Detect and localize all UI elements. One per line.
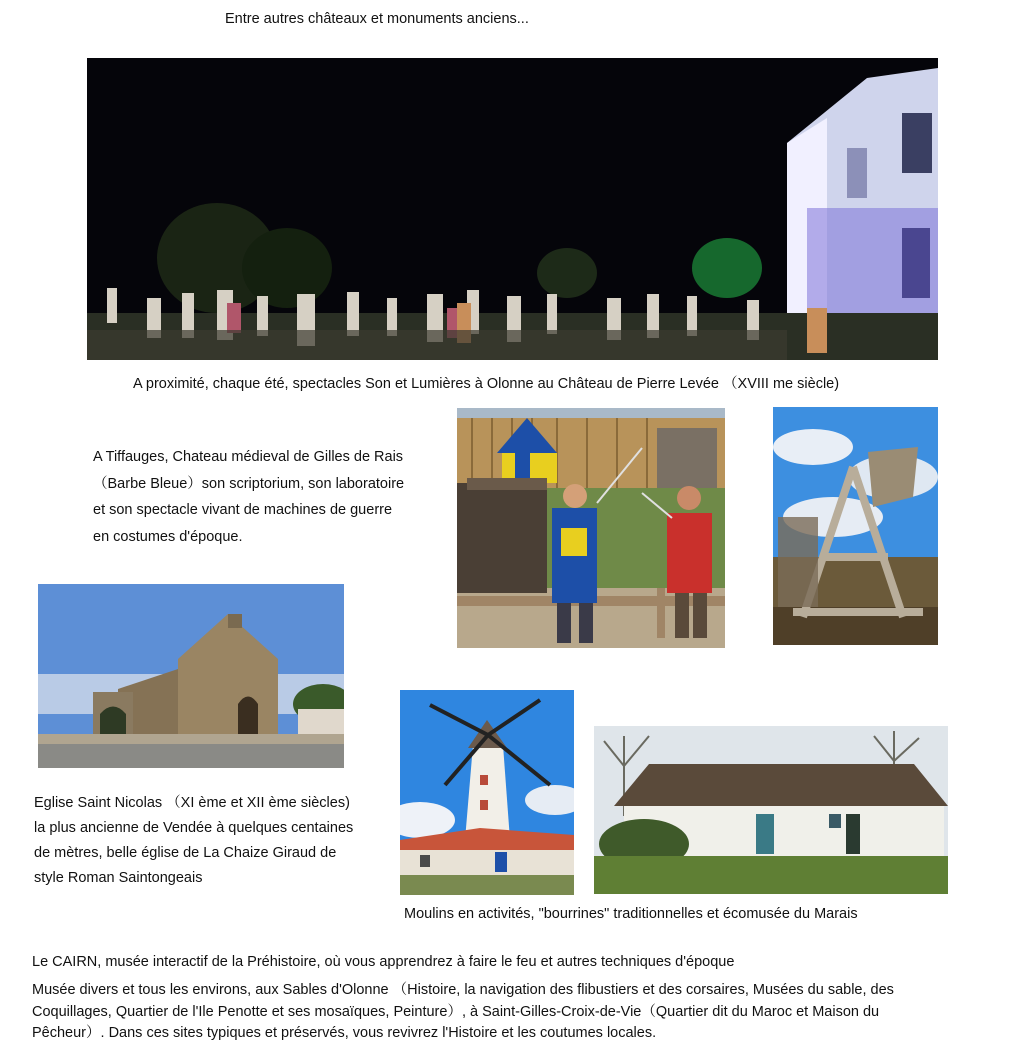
caption-line: style Roman Saintongeais <box>34 870 203 886</box>
caption-saint-nicolas <box>34 791 353 891</box>
photo-tiffauges-knights <box>457 408 725 648</box>
caption-line: la plus ancienne de Vendée à quelques centaines <box>34 820 354 836</box>
caption-tiffauges <box>93 444 404 550</box>
caption-line: et son spectacle vivant de machines de guerre <box>93 502 393 518</box>
caption-line: Pêcheur）. Dans ces sites typiques et préservés, vous revivrez l'Histoire et les coutumes locales. <box>32 1025 657 1041</box>
photo-bourrine <box>594 726 948 894</box>
caption-line: （Barbe Bleue）son scriptorium, son laboratoire <box>93 475 405 492</box>
caption-cairn: Le CAIRN, musée interactif de la Préhistoire, où vous apprendrez à faire le feu et autres techniques d'époque <box>32 954 735 970</box>
photo-tiffauges-catapult <box>773 407 938 645</box>
photo-pierre-levee-night-show <box>87 58 938 360</box>
caption-musees <box>32 980 894 1045</box>
caption-line: Coquillages, Quartier de l'Ile Penotte et ses mosaïques, Peinture）, à Saint-Gilles-Croix-de-Vie（Quartier dit du Maroc et Maison du <box>32 1003 880 1020</box>
caption-line: Eglise Saint Nicolas （XI ème et XII ème siècles) <box>34 795 350 811</box>
caption-line: de mètres, belle église de La Chaize Giraud de <box>34 845 337 861</box>
caption-line: A Tiffauges, Chateau médieval de Gilles de Rais <box>93 449 404 465</box>
page-heading: Entre autres châteaux et monuments anciens... <box>225 11 529 27</box>
caption-line: en costumes d'époque. <box>93 528 243 545</box>
caption-line: Musée divers et tous les environs, aux Sables d'Olonne （Histoire, la navigation des flibustiers et des corsaires, Musées du sable, des <box>32 982 894 998</box>
photo-moulin <box>400 690 574 895</box>
photo-eglise-saint-nicolas <box>38 584 344 768</box>
caption-pierre-levee: A proximité, chaque été, spectacles Son et Lumières à Olonne au Château de Pierre Levée （XVIII me siècle) <box>133 376 840 392</box>
caption-moulins: Moulins en activités, "bourrines" traditionnelles et écomusée du Marais <box>404 906 858 922</box>
